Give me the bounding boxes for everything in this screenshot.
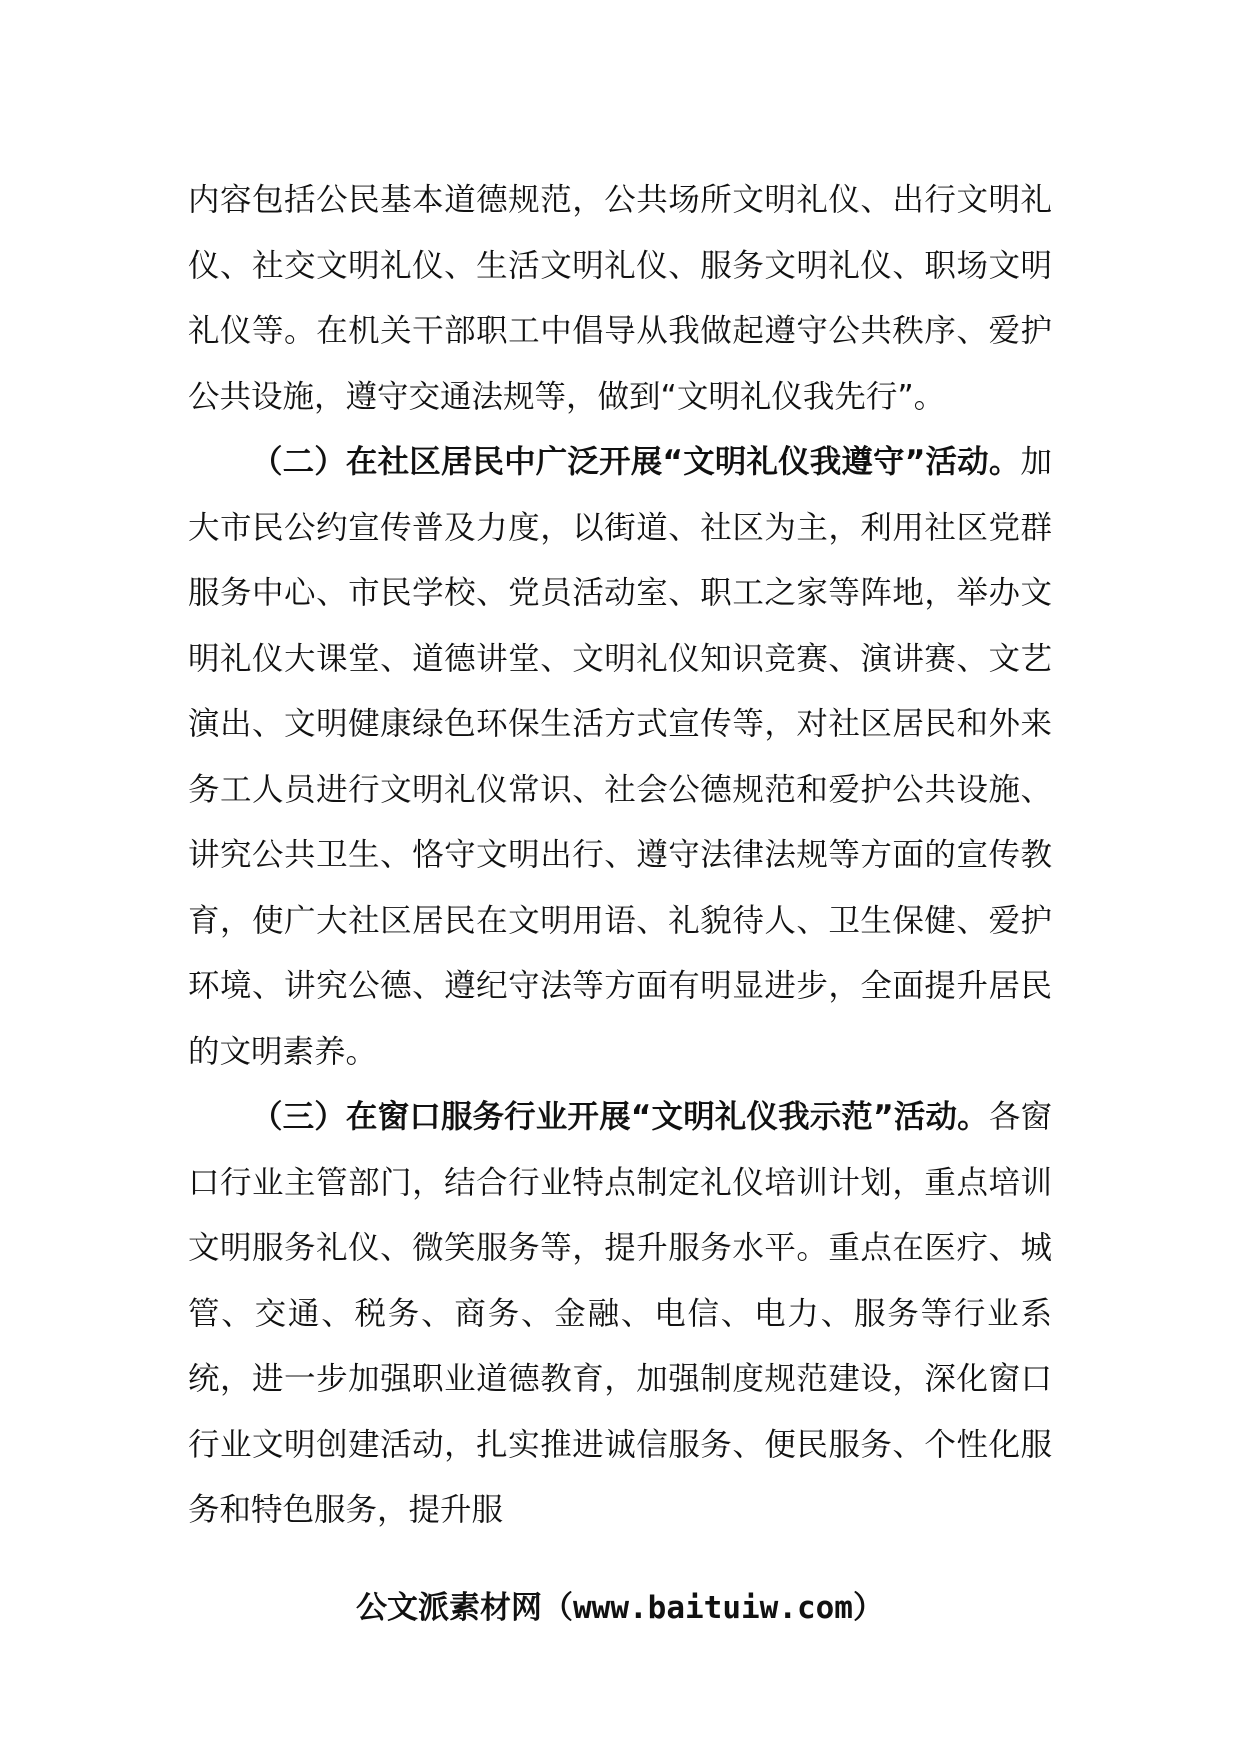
paragraph-window-service-activity: [188, 1085, 1052, 1544]
paragraph-text: 各窗口行业主管部门，结合行业特点制定礼仪培训计划，重点培训文明服务礼仪、微笑服务等，提升服务水平。重点在医疗、城管、交通、税务、商务、金融、电信、电力、服务等行业系统，进一步加强职业道德教育，加强制度规范建设，深化窗口行业文明创建活动，扎实推进诚信服务、便民服务、个性化服务和特色服务，提升服: [188, 1099, 1052, 1528]
footer-url: （www.baituiw.com）: [542, 1590, 884, 1626]
section-heading: （二）在社区居民中广泛开展“文明礼仪我遵守”活动。: [251, 444, 1021, 480]
paragraph-text: 内容包括公民基本道德规范，公共场所文明礼仪、出行文明礼仪、社交文明礼仪、生活文明礼仪、服务文明礼仪、职场文明礼仪等。在机关干部职工中倡导从我做起遵守公共秩序、爱护公共设施，遵守交通法规等，做到“文明礼仪我先行”。: [188, 182, 1052, 415]
footer-site-name: 公文派素材网: [356, 1590, 543, 1626]
document-body: [188, 168, 1052, 1544]
paragraph-community-activity: [188, 430, 1052, 1085]
paragraph-continuation: [188, 168, 1052, 430]
section-heading: （三）在窗口服务行业开展“文明礼仪我示范”活动。: [251, 1099, 989, 1135]
page-footer: [0, 1588, 1240, 1628]
paragraph-text: 加大市民公约宣传普及力度，以街道、社区为主，利用社区党群服务中心、市民学校、党员活动室、职工之家等阵地，举办文明礼仪大课堂、道德讲堂、文明礼仪知识竞赛、演讲赛、文艺演出、文明健康绿色环保生活方式宣传等，对社区居民和外来务工人员进行文明礼仪常识、社会公德规范和爱护公共设施、讲究公共卫生、恪守文明出行、遵守法律法规等方面的宣传教育，使广大社区居民在文明用语、礼貌待人、卫生保健、爱护环境、讲究公德、遵纪守法等方面有明显进步，全面提升居民的文明素养。: [188, 444, 1052, 1070]
